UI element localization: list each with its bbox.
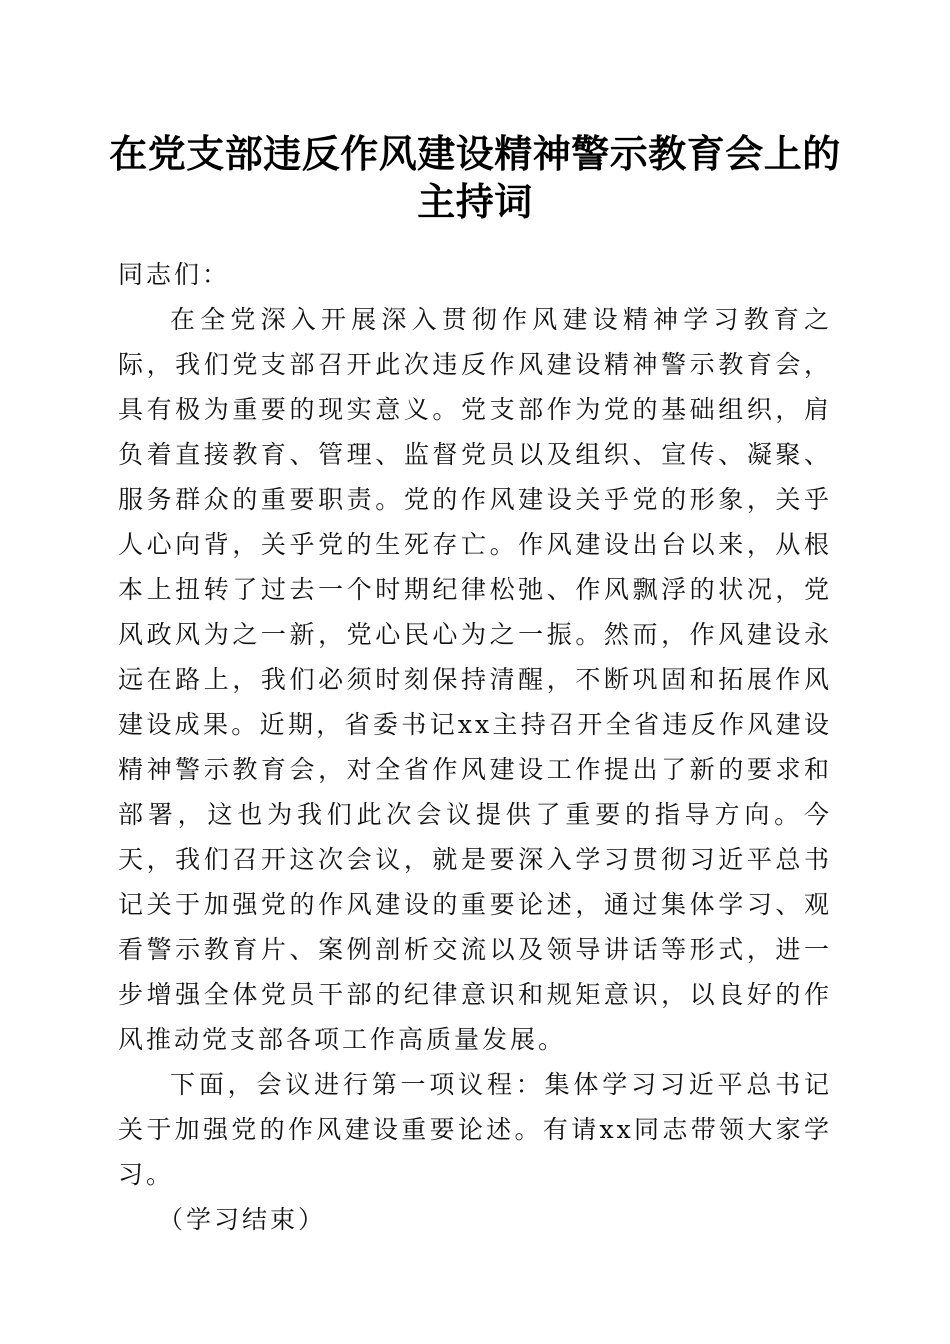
paragraph-agenda-item-1: 下面，会议进行第一项议程：集体学习习近平总书记关于加强党的作风建设重要论述。有请xx同志带领大家学习。 bbox=[118, 1070, 832, 1189]
document-body bbox=[118, 252, 832, 1242]
document-title: 在党支部违反作风建设精神警示教育会上的主持词 bbox=[109, 131, 841, 224]
stage-note: （学习结束） bbox=[158, 1205, 327, 1234]
paragraph-opening: 在全党深入开展深入贯彻作风建设精神学习教育之际，我们党支部召开此次违反作风建设精神警示教育会，具有极为重要的现实意义。党支部作为党的基础组织，肩负着直接教育、管理、监督党员以及组织、宣传、凝聚、服务群众的重要职责。党的作风建设关乎党的形象，关乎人心向背，关乎党的生死存亡。作风建设出台以来，从根本上扭转了过去一个时期纪律松弛、作风飘浮的状况，党风政风为之一新，党心民心为之一振。然而，作风建设永远在路上，我们必须时刻保持清醒，不断巩固和拓展作风建设成果。近期，省委书记xx主持召开全省违反作风建设精神警示教育会，对全省作风建设工作提出了新的要求和部署，这也为我们此次会议提供了重要的指导方向。今天，我们召开这次会议，就是要深入学习贯彻习近平总书记关于加强党的作风建设的重要论述，通过集体学习、观看警示教育片、案例剖析交流以及领导讲话等形式，进一步增强全体党员干部的纪律意识和规矩意识，以良好的作风推动党支部各项工作高质量发展。 bbox=[118, 305, 832, 1054]
greeting: 同志们： bbox=[118, 260, 231, 289]
